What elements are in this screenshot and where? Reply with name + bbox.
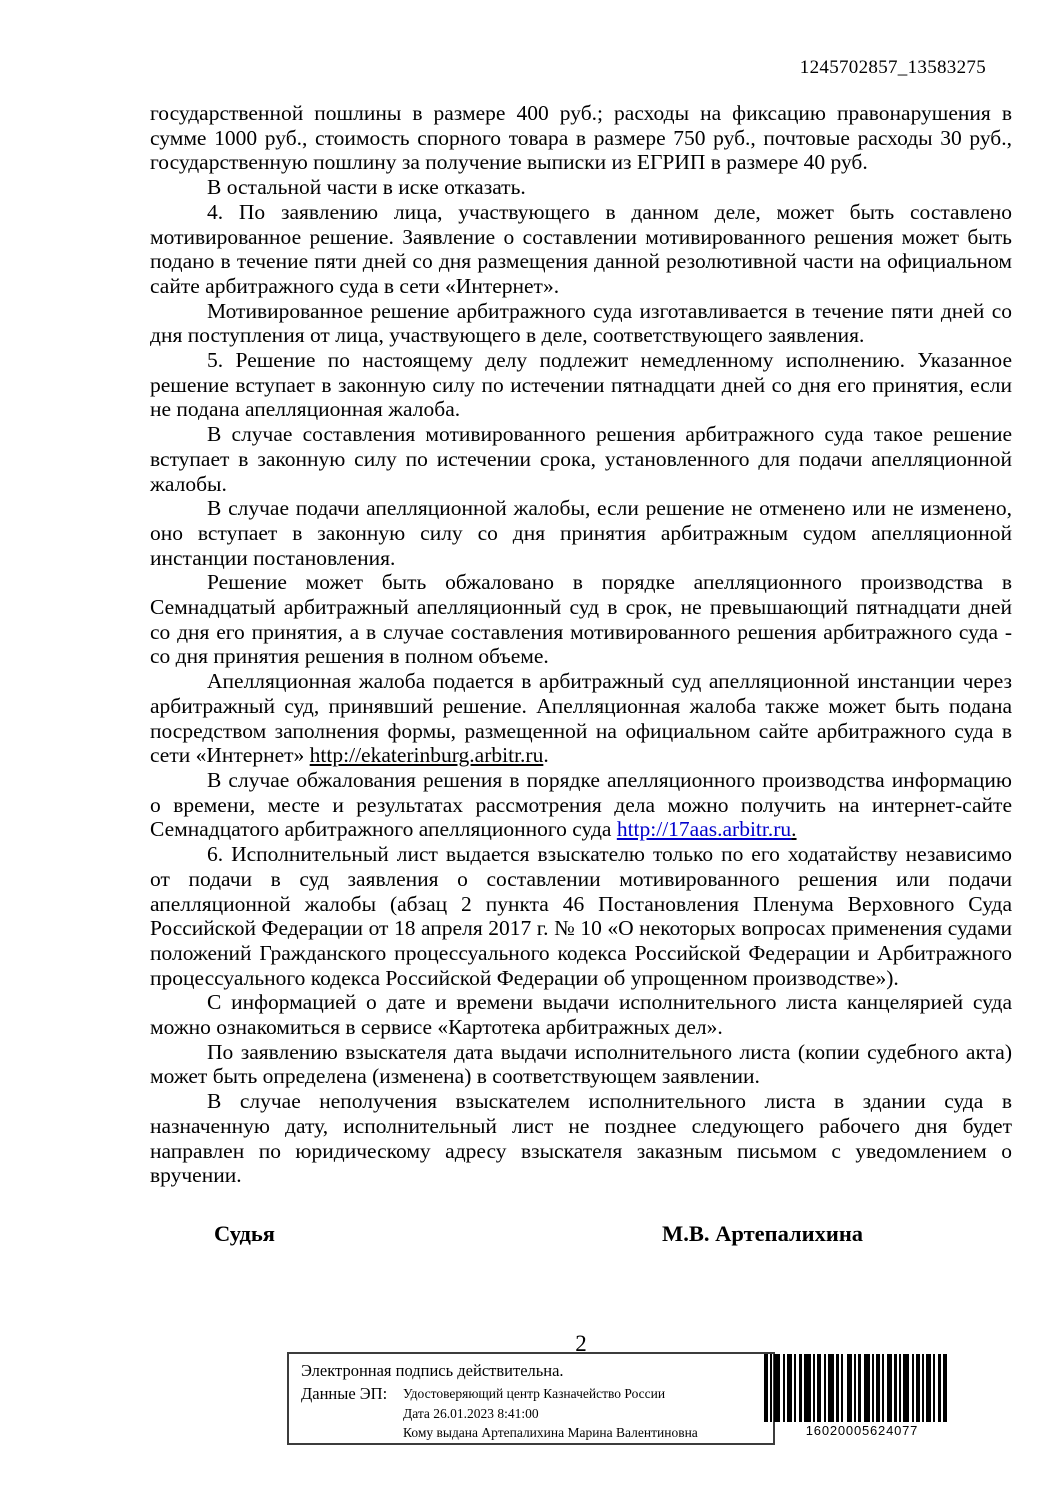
hyperlink[interactable]: http://ekaterinburg.arbitr.ru	[309, 743, 544, 768]
document-id: 1245702857_13583275	[799, 57, 986, 78]
hyperlink[interactable]: .	[791, 817, 797, 842]
hyperlink[interactable]: http://17aas.arbitr.ru	[616, 817, 792, 842]
stamp-data-label: Данные ЭП:	[301, 1384, 388, 1403]
stamp-detail-line: Кому выдана Артепалихина Марина Валентиновна	[403, 1425, 698, 1440]
page-number: 2	[575, 1331, 587, 1356]
paragraph: В случае обжалования решения в порядке апелляционного производства информацию о времени, месте и результатах рассмотрения дела можно получить на интернет-сайте Семнадцатого арбитражного апелляционного суда http://17aas.arbitr.ru.	[150, 767, 1012, 842]
paragraph: 4. По заявлению лица, участвующего в данном деле, может быть составлено мотивированное решение. Заявление о составлении мотивированного решения может быть подано в течение пяти дней со дня размещения данной резолютивной части на официальном сайте арбитражного суда в сети «Интернет».	[150, 199, 1012, 298]
electronic-signature-stamp	[287, 1352, 775, 1445]
document-body	[150, 101, 1012, 1188]
paragraph: 5. Решение по настоящему делу подлежит немедленному исполнению. Указанное решение вступает в законную силу по истечении пятнадцати дней со дня его принятия, если не подана апелляционная жалоба.	[150, 348, 1012, 422]
paragraph: государственной пошлины в размере 400 руб.; расходы на фиксацию правонарушения в сумме 1000 руб., стоимость спорного товара в размере 750 руб., почтовые расходы 30 руб., государственную пошлину за получение выписки из ЕГРИП в размере 40 руб.	[150, 101, 1012, 175]
paragraph: По заявлению взыскателя дата выдачи исполнительного листа (копии судебного акта) может быть определена (изменена) в соответствующем заявлении.	[150, 1039, 1012, 1089]
stamp-valid-text: Электронная подпись действительна.	[301, 1361, 564, 1380]
paragraph: В случае неполучения взыскателем исполнительного листа в здании суда в назначенную дату, исполнительный лист не позднее следующего рабочего дня будет направлен по юридическому адресу взыскателя заказным письмом с уведомлением о вручении.	[150, 1089, 1012, 1188]
paragraph: Апелляционная жалоба подается в арбитражный суд апелляционной инстанции через арбитражный суд, принявший решение. Апелляционная жалоба также может быть подана посредством заполнения формы, размещенной на официальном сайте арбитражного суда в сети «Интернет» http://ekaterinburg.arbitr.ru.	[150, 669, 1012, 768]
barcode-bars-image	[764, 1354, 960, 1422]
stamp-detail-line: Удостоверяющий центр Казначейство России	[403, 1386, 666, 1401]
signature-row	[150, 1221, 1012, 1251]
judge-label: Судья	[214, 1221, 275, 1246]
paragraph: В случае составления мотивированного решения арбитражного суда такое решение вступает в законную силу по истечении срока, установленного для подачи апелляционной жалобы.	[150, 422, 1012, 496]
stamp-detail-line: Дата 26.01.2023 8:41:00	[403, 1405, 539, 1421]
barcode-number: 16020005624077	[805, 1423, 919, 1438]
judge-name: М.В. Артепалихина	[662, 1221, 864, 1246]
paragraph: 6. Исполнительный лист выдается взыскателю только по его ходатайству независимо от подачи в суд заявления о составлении мотивированного решения или подачи апелляционной жалобы (абзац 2 пункта 46 Постановления Пленума Верховного Суда Российской Федерации от 18 апреля 2017 г. № 10 «О некоторых вопросах применения судами положений Гражданского процессуального кодекса Российской Федерации и Арбитражного процессуального кодекса Российской Федерации об упрощенном производстве»).	[150, 842, 1012, 990]
paragraph: Мотивированное решение арбитражного суда изготавливается в течение пяти дней со дня поступления от лица, участвующего в деле, соответствующего заявления.	[150, 298, 1012, 348]
paragraph: В остальной части в иске отказать.	[207, 175, 526, 200]
paragraph: Решение может быть обжаловано в порядке апелляционного производства в Семнадцатый арбитражный апелляционный суд в срок, не превышающий пятнадцати дней со дня его принятия, а в случае составления мотивированного решения арбитражного суда - со дня принятия решения в полном объеме.	[150, 570, 1012, 669]
barcode	[764, 1354, 960, 1438]
stamp-details	[403, 1384, 698, 1443]
paragraph: С информацией о дате и времени выдачи исполнительного листа канцелярией суда можно ознакомиться в сервисе «Картотека арбитражных дел».	[150, 990, 1012, 1040]
paragraph: В случае подачи апелляционной жалобы, если решение не отменено или не изменено, оно вступает в законную силу со дня принятия арбитражным судом апелляционной инстанции постановления.	[150, 496, 1012, 570]
